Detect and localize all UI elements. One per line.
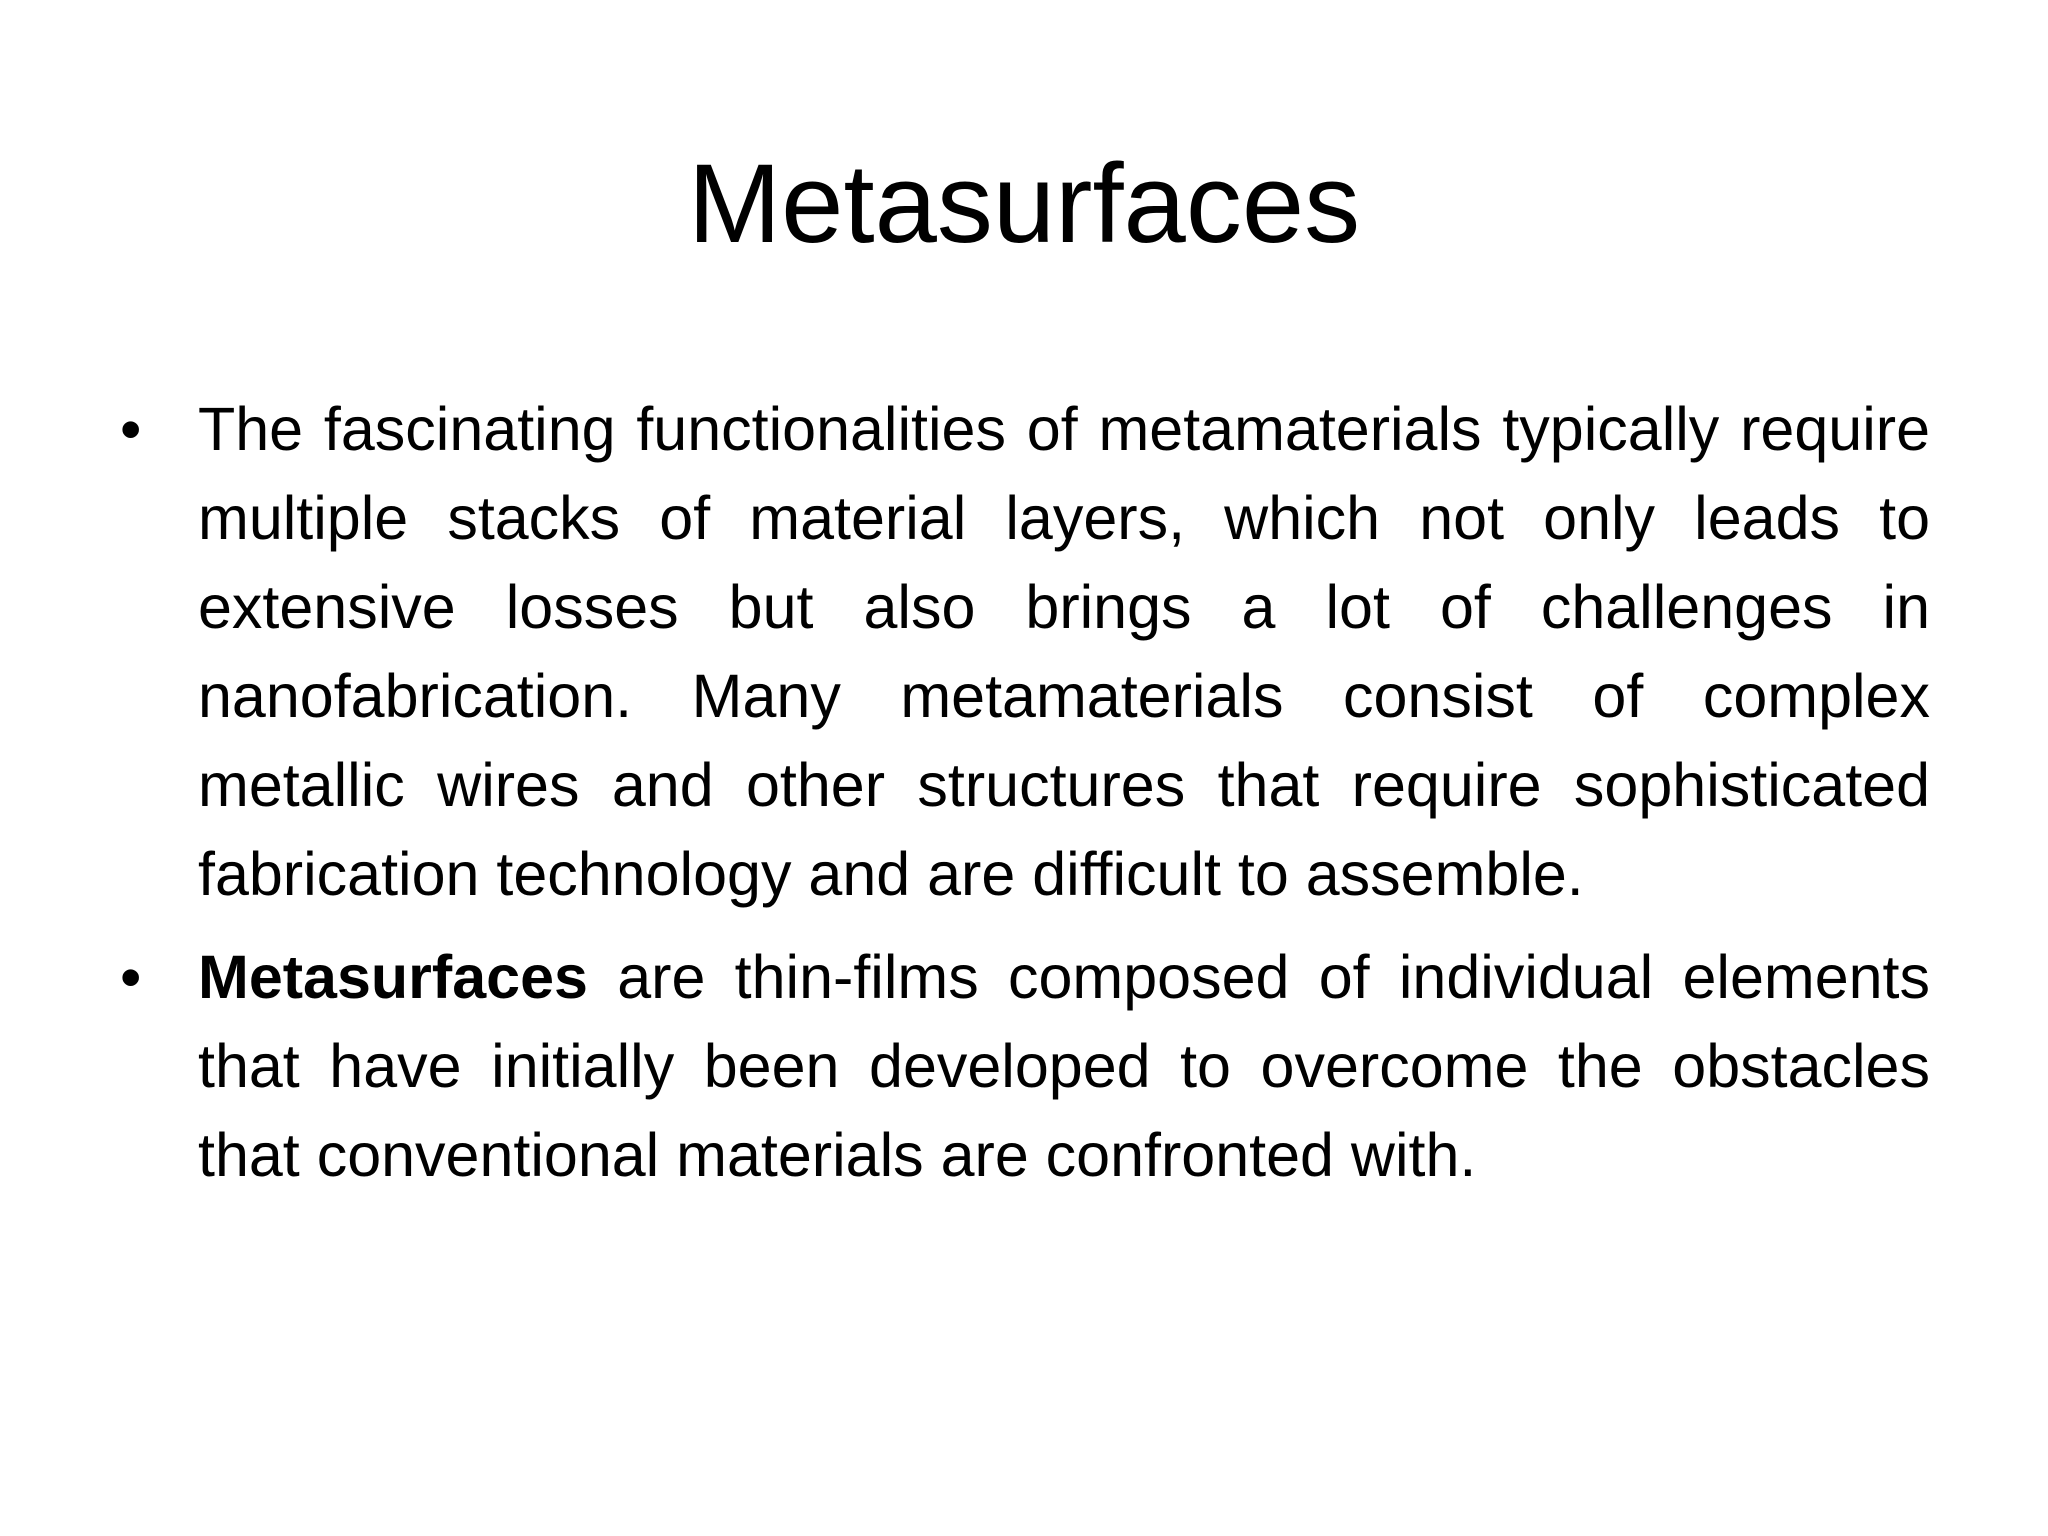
bullet-icon: • (120, 943, 142, 1011)
bullet-item-2 (120, 933, 1930, 1200)
slide-title: Metasurfaces (687, 141, 1361, 266)
bullet-text: are thin-films composed of individual elements that have initially been developed to overcome the obstacles that conventional materials are confronted with. (198, 943, 1930, 1189)
bullet-text: The fascinating functionalities of metamaterials typically require multiple stacks of material layers, which not only leads to extensive losses but also brings a lot of challenges in nanofabrication. Many metamaterials consist of complex metallic wires and other structures that require sophisticated fabrication technology and are difficult to assemble. (198, 395, 1930, 908)
bullet-bold-term: Metasurfaces (198, 943, 588, 1011)
bullet-list (120, 385, 1930, 1214)
bullet-item-1 (120, 385, 1930, 919)
bullet-icon: • (120, 395, 142, 463)
